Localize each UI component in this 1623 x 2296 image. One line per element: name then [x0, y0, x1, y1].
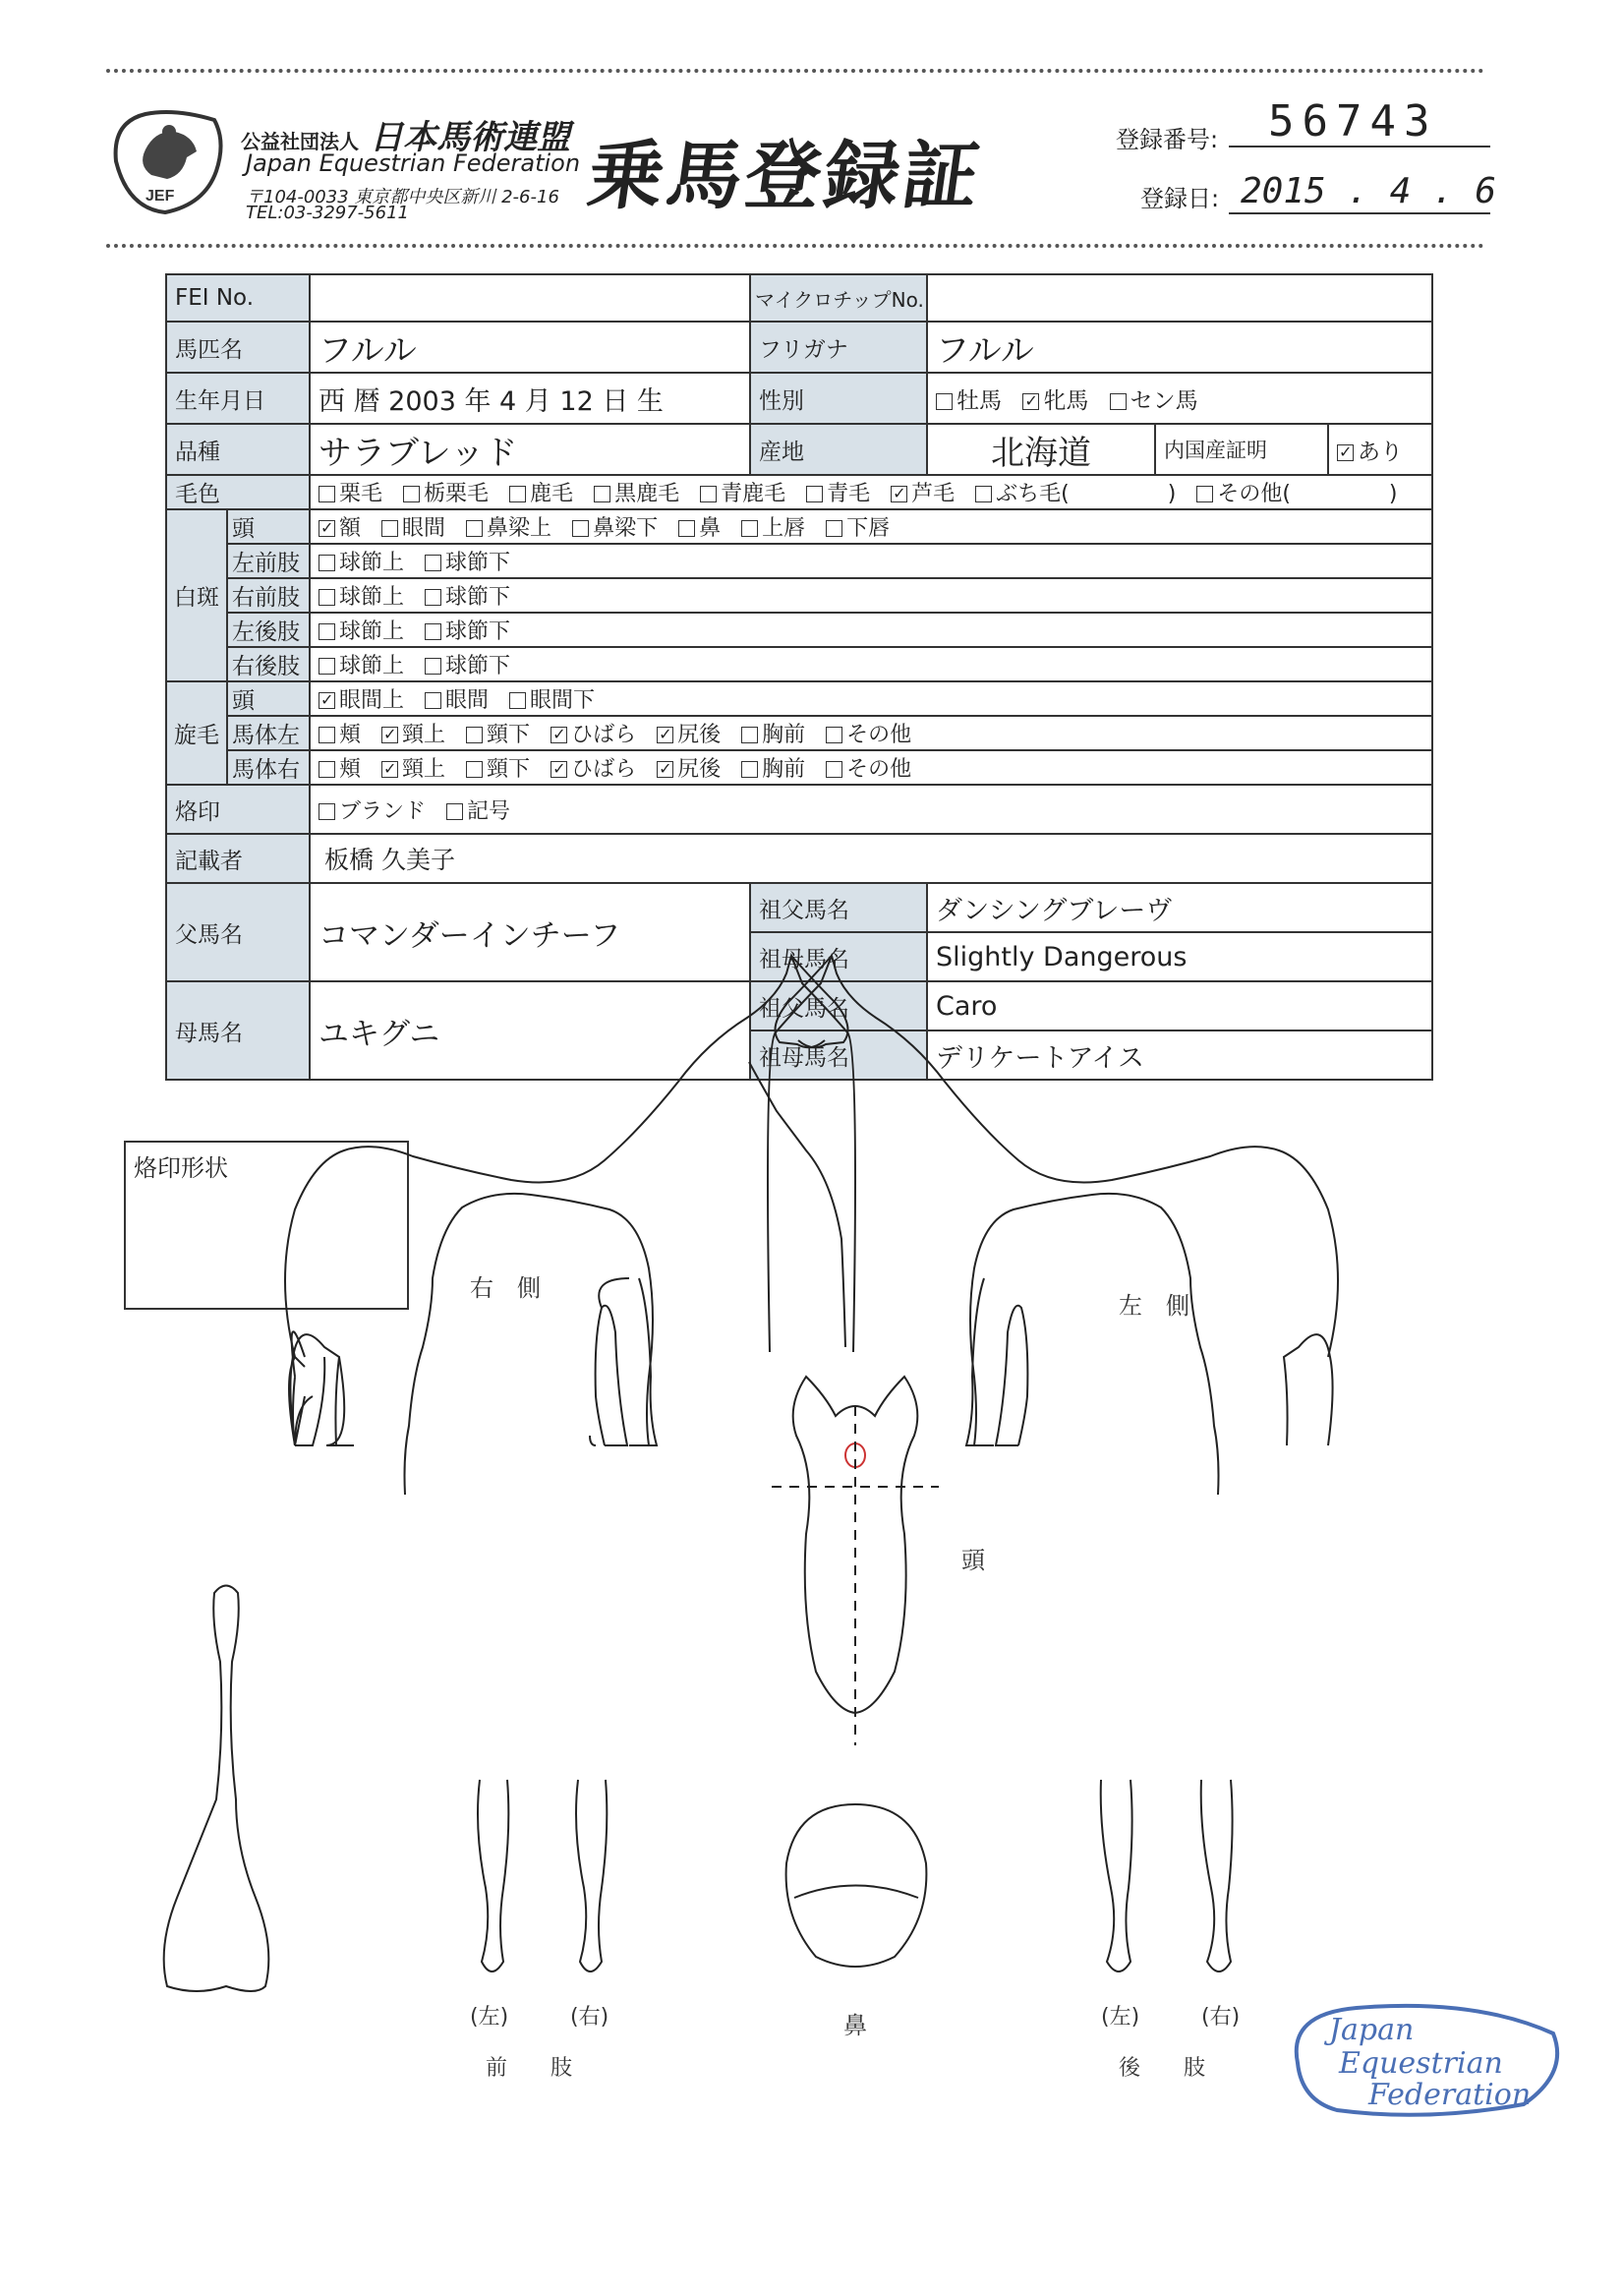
coat-bay[interactable]: 鹿毛 [509, 482, 573, 506]
jef-stamp [1278, 1994, 1573, 2122]
white-left-fore-below[interactable]: 球節下 [425, 551, 510, 575]
hind-leg-right [1201, 1780, 1233, 1972]
hind-legs-label: 後 肢 [1119, 2056, 1206, 2081]
dam-label: 母馬名 [166, 981, 310, 1080]
coat-grey[interactable]: ✓ 芦毛 [891, 482, 955, 506]
sex-label: 性別 [750, 373, 927, 424]
sire-granddam-label: 祖母馬名 [750, 932, 927, 981]
stamp-line-2: Equestrian [1339, 2046, 1503, 2081]
white-part-right-hind: 右後肢 [227, 647, 310, 681]
nose-label: 鼻 [843, 2012, 867, 2039]
whorl-head-below-eyes[interactable]: 眼間下 [509, 688, 595, 713]
left-side-label: 左 側 [1119, 1292, 1189, 1320]
sex-option-mare[interactable]: ✓ 牝馬 [1022, 388, 1088, 414]
fei-label: FEI No. [166, 274, 310, 322]
right-side-horse-body [292, 956, 848, 1495]
fore-left-label: (左) [470, 2005, 509, 2030]
breed-label: 品種 [166, 424, 310, 475]
whorl-right-chest[interactable]: 胸前 [741, 757, 805, 782]
coat-chestnut[interactable]: 栗毛 [319, 482, 382, 506]
white-head-between-eyes[interactable]: 眼間 [381, 516, 445, 541]
furigana-value: フルル [927, 322, 1432, 373]
white-head-nose[interactable]: 鼻 [678, 516, 721, 541]
reg-no-label: 登録番号: [1116, 126, 1219, 153]
brand-option-symbol[interactable]: 記号 [446, 799, 510, 824]
whorl-right-cheek[interactable]: 頬 [319, 757, 361, 782]
white-head-forehead[interactable]: ✓ 額 [319, 516, 361, 541]
white-part-right-fore: 右前肢 [227, 578, 310, 613]
whorl-right-rump[interactable]: ✓ 尻後 [657, 757, 721, 782]
whorl-part-right: 馬体右 [227, 750, 310, 785]
org-prefix: 公益社団法人 [241, 130, 359, 153]
whorl-part-head: 頭 [227, 681, 310, 716]
name-label: 馬匹名 [166, 322, 310, 373]
white-part-head: 頭 [227, 509, 310, 544]
left-side-horse-body [776, 956, 1219, 1495]
white-part-left-hind: 左後肢 [227, 613, 310, 647]
domestic-cert-option[interactable]: ✓ あり [1328, 424, 1432, 475]
whorl-left-chest[interactable]: 胸前 [741, 723, 805, 747]
brand-shape-label: 烙印形状 [134, 1154, 228, 1182]
white-head-upper-bridge[interactable]: 鼻梁上 [466, 516, 551, 541]
dam-grandsire-value: Caro [927, 981, 1432, 1030]
hind-leg-left [1101, 1780, 1132, 1972]
recorder-value: 板橋 久美子 [310, 834, 1432, 883]
reg-date-label: 登録日: [1140, 185, 1220, 212]
white-right-fore-below[interactable]: 球節下 [425, 585, 510, 610]
white-head-lower-bridge[interactable]: 鼻梁下 [572, 516, 658, 541]
org-address: 〒104-0033 東京都中央区新川 2-6-16 [246, 187, 559, 207]
whorl-label: 旋毛 [166, 681, 227, 785]
coat-brown[interactable]: 青鹿毛 [700, 482, 785, 506]
whorl-right-other[interactable]: その他 [826, 757, 911, 782]
white-left-fore-above[interactable]: 球節上 [319, 551, 404, 575]
white-left-hind-below[interactable]: 球節下 [425, 619, 510, 644]
hind-left-label: (左) [1101, 2005, 1140, 2030]
horse-name-value: フルル [310, 322, 750, 373]
fore-leg-left [478, 1780, 508, 1972]
whorl-left-other[interactable]: その他 [826, 723, 911, 747]
white-left-hind-above[interactable]: 球節上 [319, 619, 404, 644]
dam-grandsire-label: 祖父馬名 [750, 981, 927, 1030]
org-name-en: Japan Equestrian Federation [246, 149, 581, 177]
coat-dark-bay[interactable]: 黒鹿毛 [594, 482, 679, 506]
whorl-head-between-eyes[interactable]: 眼間 [425, 688, 489, 713]
white-part-left-fore: 左前肢 [227, 544, 310, 578]
right-side-label: 右 側 [470, 1274, 541, 1302]
furigana-label: フリガナ [750, 322, 927, 373]
whorl-left-neck-lower[interactable]: 頸下 [466, 723, 530, 747]
origin-value: 北海道 [927, 424, 1155, 475]
hind-right-label: (右) [1201, 2005, 1241, 2030]
brand-label: 烙印 [166, 785, 310, 834]
origin-label: 産地 [750, 424, 927, 475]
coat-pinto[interactable]: ぶち毛( ) [975, 482, 1176, 506]
reg-date-value: 2015 . 4 . 6 [1241, 171, 1497, 211]
stamp-line-1: Japan [1329, 2013, 1415, 2047]
sex-option-gelding[interactable]: セン馬 [1110, 388, 1198, 414]
fore-right-label: (右) [570, 2005, 609, 2030]
sire-grandsire-label: 祖父馬名 [750, 883, 927, 932]
brand-option-brand[interactable]: ブランド [319, 799, 426, 824]
dam-granddam-label: 祖母馬名 [750, 1030, 927, 1080]
recorder-label: 記載者 [166, 834, 310, 883]
whorl-left-rump[interactable]: ✓ 尻後 [657, 723, 721, 747]
white-markings-label: 白斑 [166, 509, 227, 681]
document-title: 乗馬登録証 [582, 132, 989, 219]
white-right-fore-above[interactable]: 球節上 [319, 585, 404, 610]
left-side-horse [768, 956, 1338, 1495]
whorl-right-neck-lower[interactable]: 頸下 [466, 757, 530, 782]
dam-granddam-value: デリケートアイス [927, 1030, 1432, 1080]
fore-legs-label: 前 肢 [486, 2056, 573, 2081]
white-right-hind-below[interactable]: 球節下 [425, 654, 510, 678]
logo-text: JEF [145, 188, 175, 205]
whorl-left-cheek[interactable]: 頬 [319, 723, 361, 747]
dob-label: 生年月日 [166, 373, 310, 424]
dam-value: ユキグニ [310, 981, 750, 1080]
org-tel: TEL:03-3297-5611 [246, 203, 409, 223]
reg-no-value: 56743 [1268, 96, 1438, 147]
microchip-label: マイクロチップNo. [750, 274, 927, 322]
dob-value: 西 暦 2003 年 4 月 12 日 生 [310, 373, 750, 424]
sire-grandsire-value: ダンシングブレーヴ [927, 883, 1432, 932]
coat-other[interactable]: その他( ) [1196, 482, 1397, 506]
whorl-left-flank[interactable]: ✓ ひばら [551, 723, 636, 747]
coat-black[interactable]: 青毛 [806, 482, 870, 506]
breed-value: サラブレッド [310, 424, 750, 475]
coat-dark-chestnut[interactable]: 栃栗毛 [403, 482, 489, 506]
coat-label: 毛色 [166, 475, 310, 509]
sex-option-stallion[interactable]: 牡馬 [936, 388, 1002, 414]
whorl-head-above-eyes[interactable]: ✓ 眼間上 [319, 688, 404, 713]
sire-label: 父馬名 [166, 883, 310, 981]
nose-view [786, 1804, 927, 1967]
whorl-right-neck-upper[interactable]: ✓ 頸上 [381, 757, 445, 782]
white-right-hind-above[interactable]: 球節上 [319, 654, 404, 678]
whorl-right-flank[interactable]: ✓ ひばら [551, 757, 636, 782]
sire-value: コマンダーインチーフ [310, 883, 750, 981]
fore-leg-right [576, 1780, 607, 1972]
neck-top-view [164, 1586, 269, 1992]
domestic-cert-label: 内国産証明 [1155, 424, 1328, 475]
stamp-line-3: Federation [1368, 2078, 1532, 2112]
head-label: 頭 [961, 1547, 985, 1574]
whorl-left-neck-upper[interactable]: ✓ 頸上 [381, 723, 445, 747]
whorl-part-left: 馬体左 [227, 716, 310, 750]
sire-granddam-value: Slightly Dangerous [927, 932, 1432, 981]
white-head-upper-lip[interactable]: 上唇 [741, 516, 805, 541]
white-head-lower-lip[interactable]: 下唇 [826, 516, 890, 541]
org-name-ja: 日本馬術連盟 [370, 118, 571, 157]
